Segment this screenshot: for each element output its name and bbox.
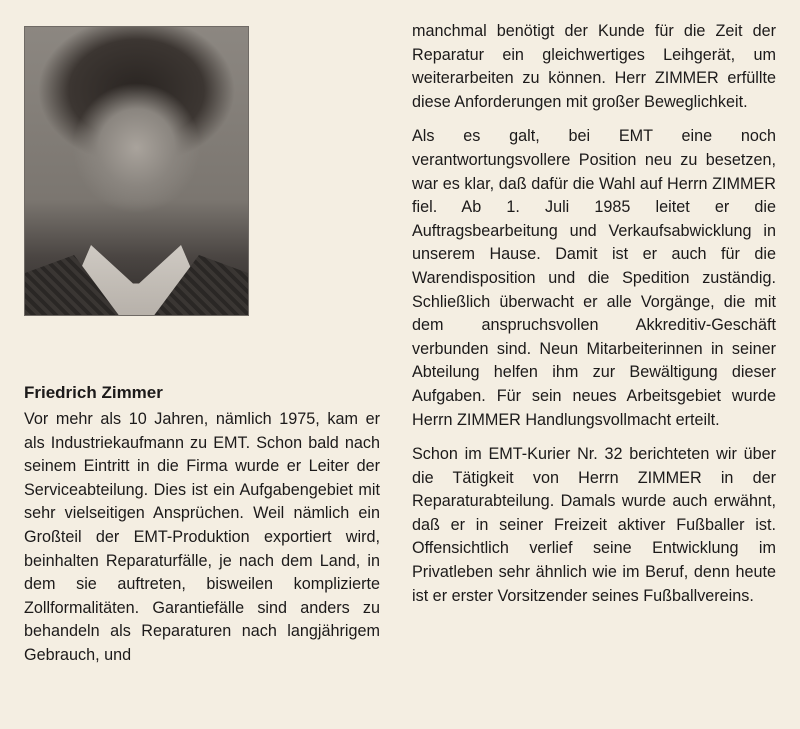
portrait-photo xyxy=(24,26,249,316)
article-heading: Friedrich Zimmer xyxy=(24,383,163,402)
right-column xyxy=(412,20,776,608)
right-paragraph-3: Schon im EMT-Kurier Nr. 32 berichteten wir über die Tätigkeit von Herrn ZIMMER in der Reparaturabteilung. Damals wurde auch erwähnt, daß er in seiner Freizeit aktiver Fußballer ist. Offensichtlich verlief seine Entwicklung im Privatleben sehr ähnlich wie im Beruf, denn heute ist er erster Vorsitzender seines Fußballvereins. xyxy=(412,445,776,605)
left-paragraph: Vor mehr als 10 Jahren, nämlich 1975, kam er als Industriekaufmann zu EMT. Schon bald nach seinem Eintritt in die Firma wurde er Leiter der Serviceabteilung. Dies ist ein Aufgabengebiet mit sehr vielseitigen Ansprüchen. Weil nämlich ein Großteil der EMT-Produktion exportiert wird, beinhalten Reparaturfälle, je nach dem Land, in dem sie auftreten, bisweilen komplizierte Zollformalitäten. Garantiefälle sind anders zu behandeln als Reparaturen nach langjährigem Gebrauch, und xyxy=(24,410,380,664)
right-paragraph-2: Als es galt, bei EMT eine noch verantwortungsvollere Position neu zu besetzen, war es klar, daß dafür die Wahl auf Herrn ZIMMER fiel. Ab 1. Juli 1985 leitet er die Auftragsbearbeitung und Verkaufsabwicklung in unserem Hause. Damit ist er auch für die Warendisposition und die Spedition zuständig. Schließlich überwacht er alle Vorgänge, die mit dem anspruchsvollen Akkreditiv-Geschäft verbunden sind. Neun Mitarbeiterinnen in seiner Abteilung helfen ihm zur Bewältigung dieser Aufgaben. Für sein neues Arbeitsgebiet wurde Herrn ZIMMER Handlungsvollmacht erteilt. xyxy=(412,127,776,429)
left-column xyxy=(24,408,380,668)
right-paragraph-1: manchmal benötigt der Kunde für die Zeit der Reparatur ein gleichwertiges Leihgerät, um weiterarbeiten zu können. Herr ZIMMER erfüllte diese Anforderungen mit großer Beweglichkeit. xyxy=(412,22,776,111)
